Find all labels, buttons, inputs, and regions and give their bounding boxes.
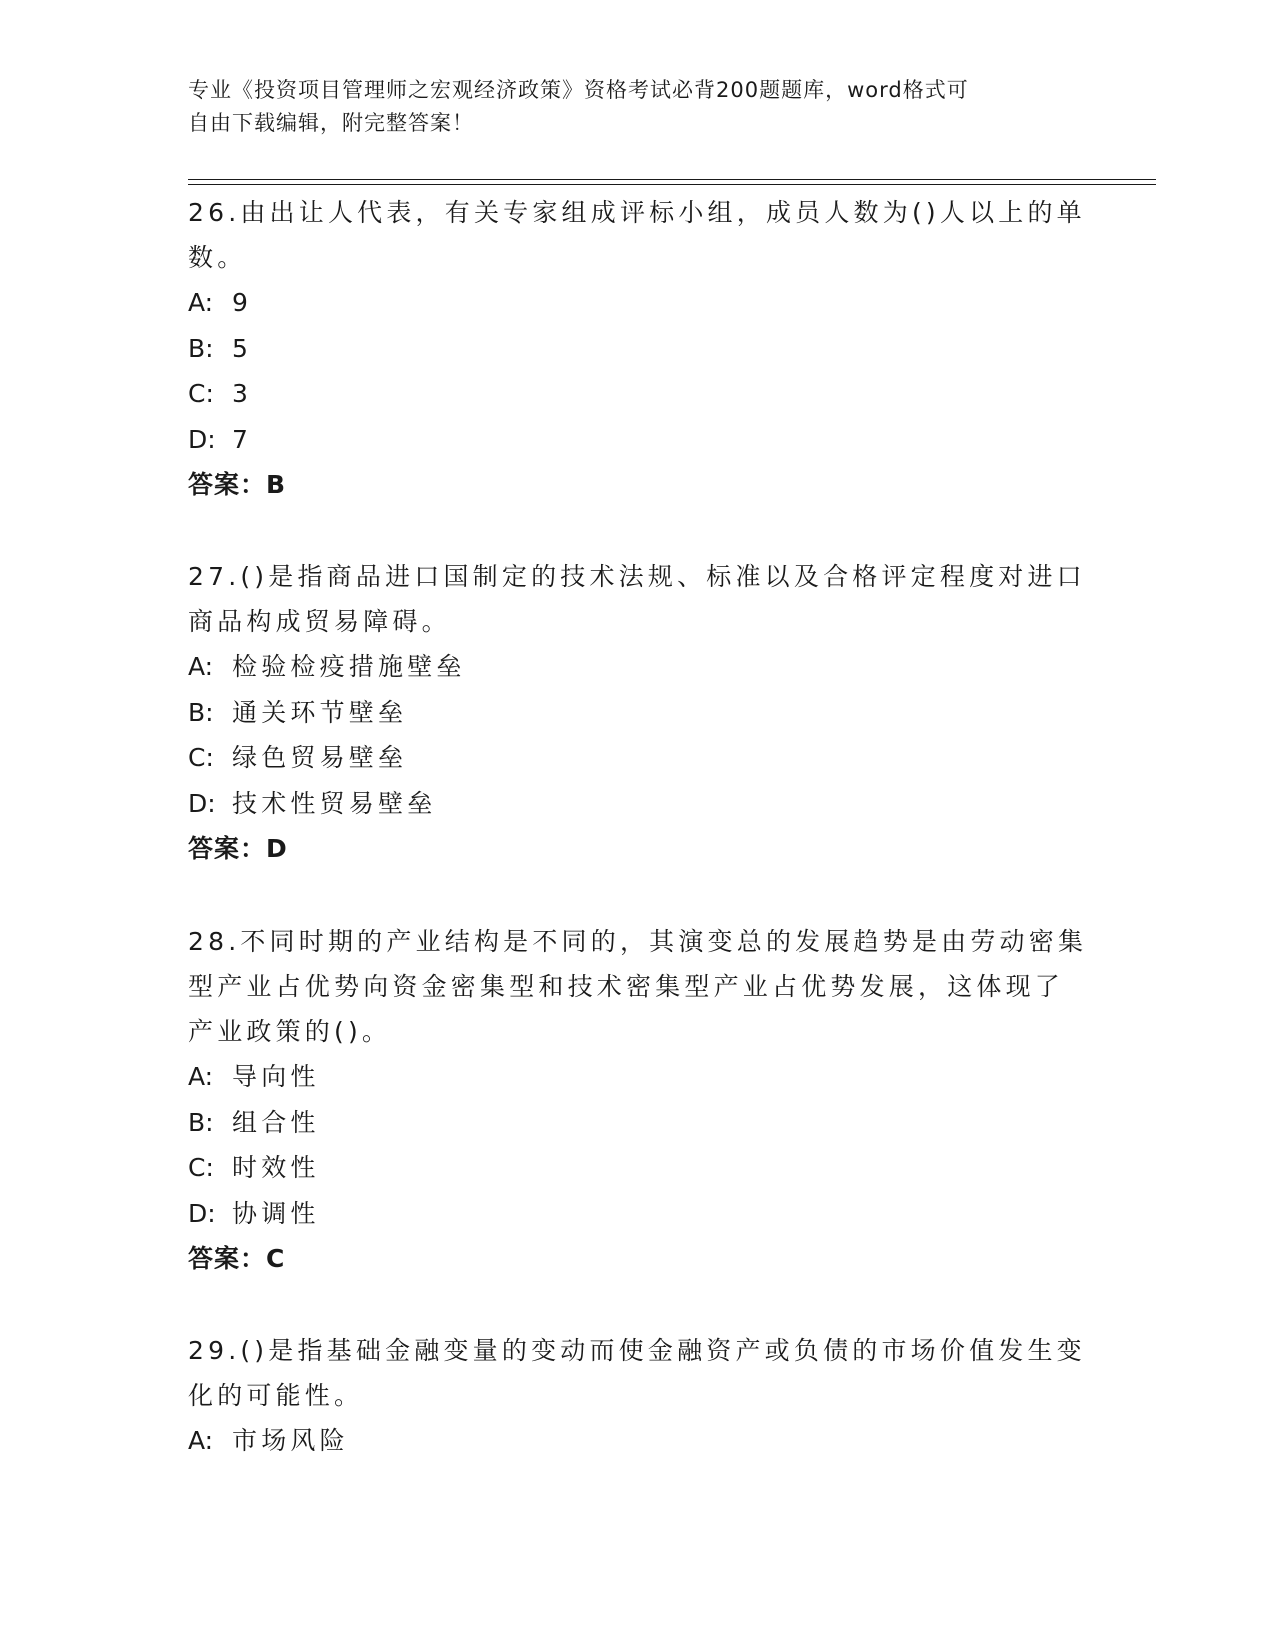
document-header [188, 74, 1068, 140]
option-c [188, 735, 1088, 781]
header-line-2: 自由下载编辑，附完整答案！ [188, 111, 474, 135]
option-b [188, 326, 1088, 372]
option-d [188, 1191, 1088, 1237]
option-text: 技术性贸易壁垒 [232, 788, 437, 818]
question-stem-line: 27.()是指商品进口国制定的技术法规、标准以及合格评定程度对进口 [188, 562, 1086, 591]
option-text: 导向性 [232, 1062, 320, 1091]
option-label: D: [188, 424, 216, 454]
option-label: B: [188, 697, 214, 727]
option-a [188, 1054, 1088, 1100]
header-line-1: 专业《投资项目管理师之宏观经济政策》资格考试必背200题题库，word格式可 [188, 78, 969, 102]
option-label: A: [188, 1426, 214, 1455]
question-stem-line: 化的可能性。 [188, 1381, 364, 1410]
question-28 [188, 919, 1088, 1281]
option-text: 绿色贸易壁垒 [232, 743, 408, 772]
answer: 答案：C [188, 1244, 286, 1273]
option-text: 时效性 [232, 1153, 320, 1182]
question-stem-line: 商品构成贸易障碍。 [188, 607, 451, 636]
option-d [188, 781, 1088, 827]
option-text: 协调性 [232, 1198, 320, 1228]
option-label: C: [188, 1153, 214, 1182]
question-stem-line: 产业政策的()。 [188, 1017, 392, 1046]
option-a [188, 644, 1088, 690]
question-stem [188, 554, 1088, 644]
question-27 [188, 554, 1088, 871]
option-label: D: [188, 788, 216, 818]
option-label: A: [188, 1062, 214, 1091]
option-text: 检验检疫措施壁垒 [232, 652, 466, 681]
option-text: 5 [232, 333, 253, 363]
question-stem-line: 数。 [188, 243, 247, 272]
option-label: B: [188, 1107, 214, 1137]
option-text: 7 [232, 424, 253, 454]
question-stem [188, 1328, 1088, 1418]
option-b [188, 1100, 1088, 1146]
question-stem-line: 26.由出让人代表，有关专家组成评标小组，成员人数为()人以上的单 [188, 198, 1086, 227]
option-d [188, 417, 1088, 463]
header-divider-top [188, 179, 1156, 180]
option-b [188, 690, 1088, 736]
question-stem [188, 190, 1088, 280]
option-text: 3 [232, 379, 253, 408]
question-29 [188, 1328, 1088, 1464]
option-label: B: [188, 333, 214, 363]
header-divider-bottom [188, 184, 1156, 185]
question-stem-line: 28.不同时期的产业结构是不同的，其演变总的发展趋势是由劳动密集 [188, 927, 1088, 956]
option-label: A: [188, 288, 214, 317]
question-stem-line: 29.()是指基础金融变量的变动而使金融资产或负债的市场价值发生变 [188, 1336, 1086, 1365]
option-c [188, 371, 1088, 417]
option-text: 市场风险 [232, 1426, 349, 1455]
option-a [188, 280, 1088, 326]
option-text: 组合性 [232, 1107, 320, 1137]
option-label: C: [188, 743, 214, 772]
option-label: C: [188, 379, 214, 408]
option-label: D: [188, 1198, 216, 1228]
option-a [188, 1418, 1088, 1464]
answer: 答案：B [188, 470, 287, 499]
option-c [188, 1145, 1088, 1191]
question-26 [188, 190, 1088, 507]
option-text: 通关环节壁垒 [232, 697, 408, 727]
question-stem [188, 919, 1088, 1054]
question-stem-line: 型产业占优势向资金密集型和技术密集型产业占优势发展，这体现了 [188, 972, 1065, 1001]
option-text: 9 [232, 288, 253, 317]
option-label: A: [188, 652, 214, 681]
answer: 答案：D [188, 834, 288, 863]
